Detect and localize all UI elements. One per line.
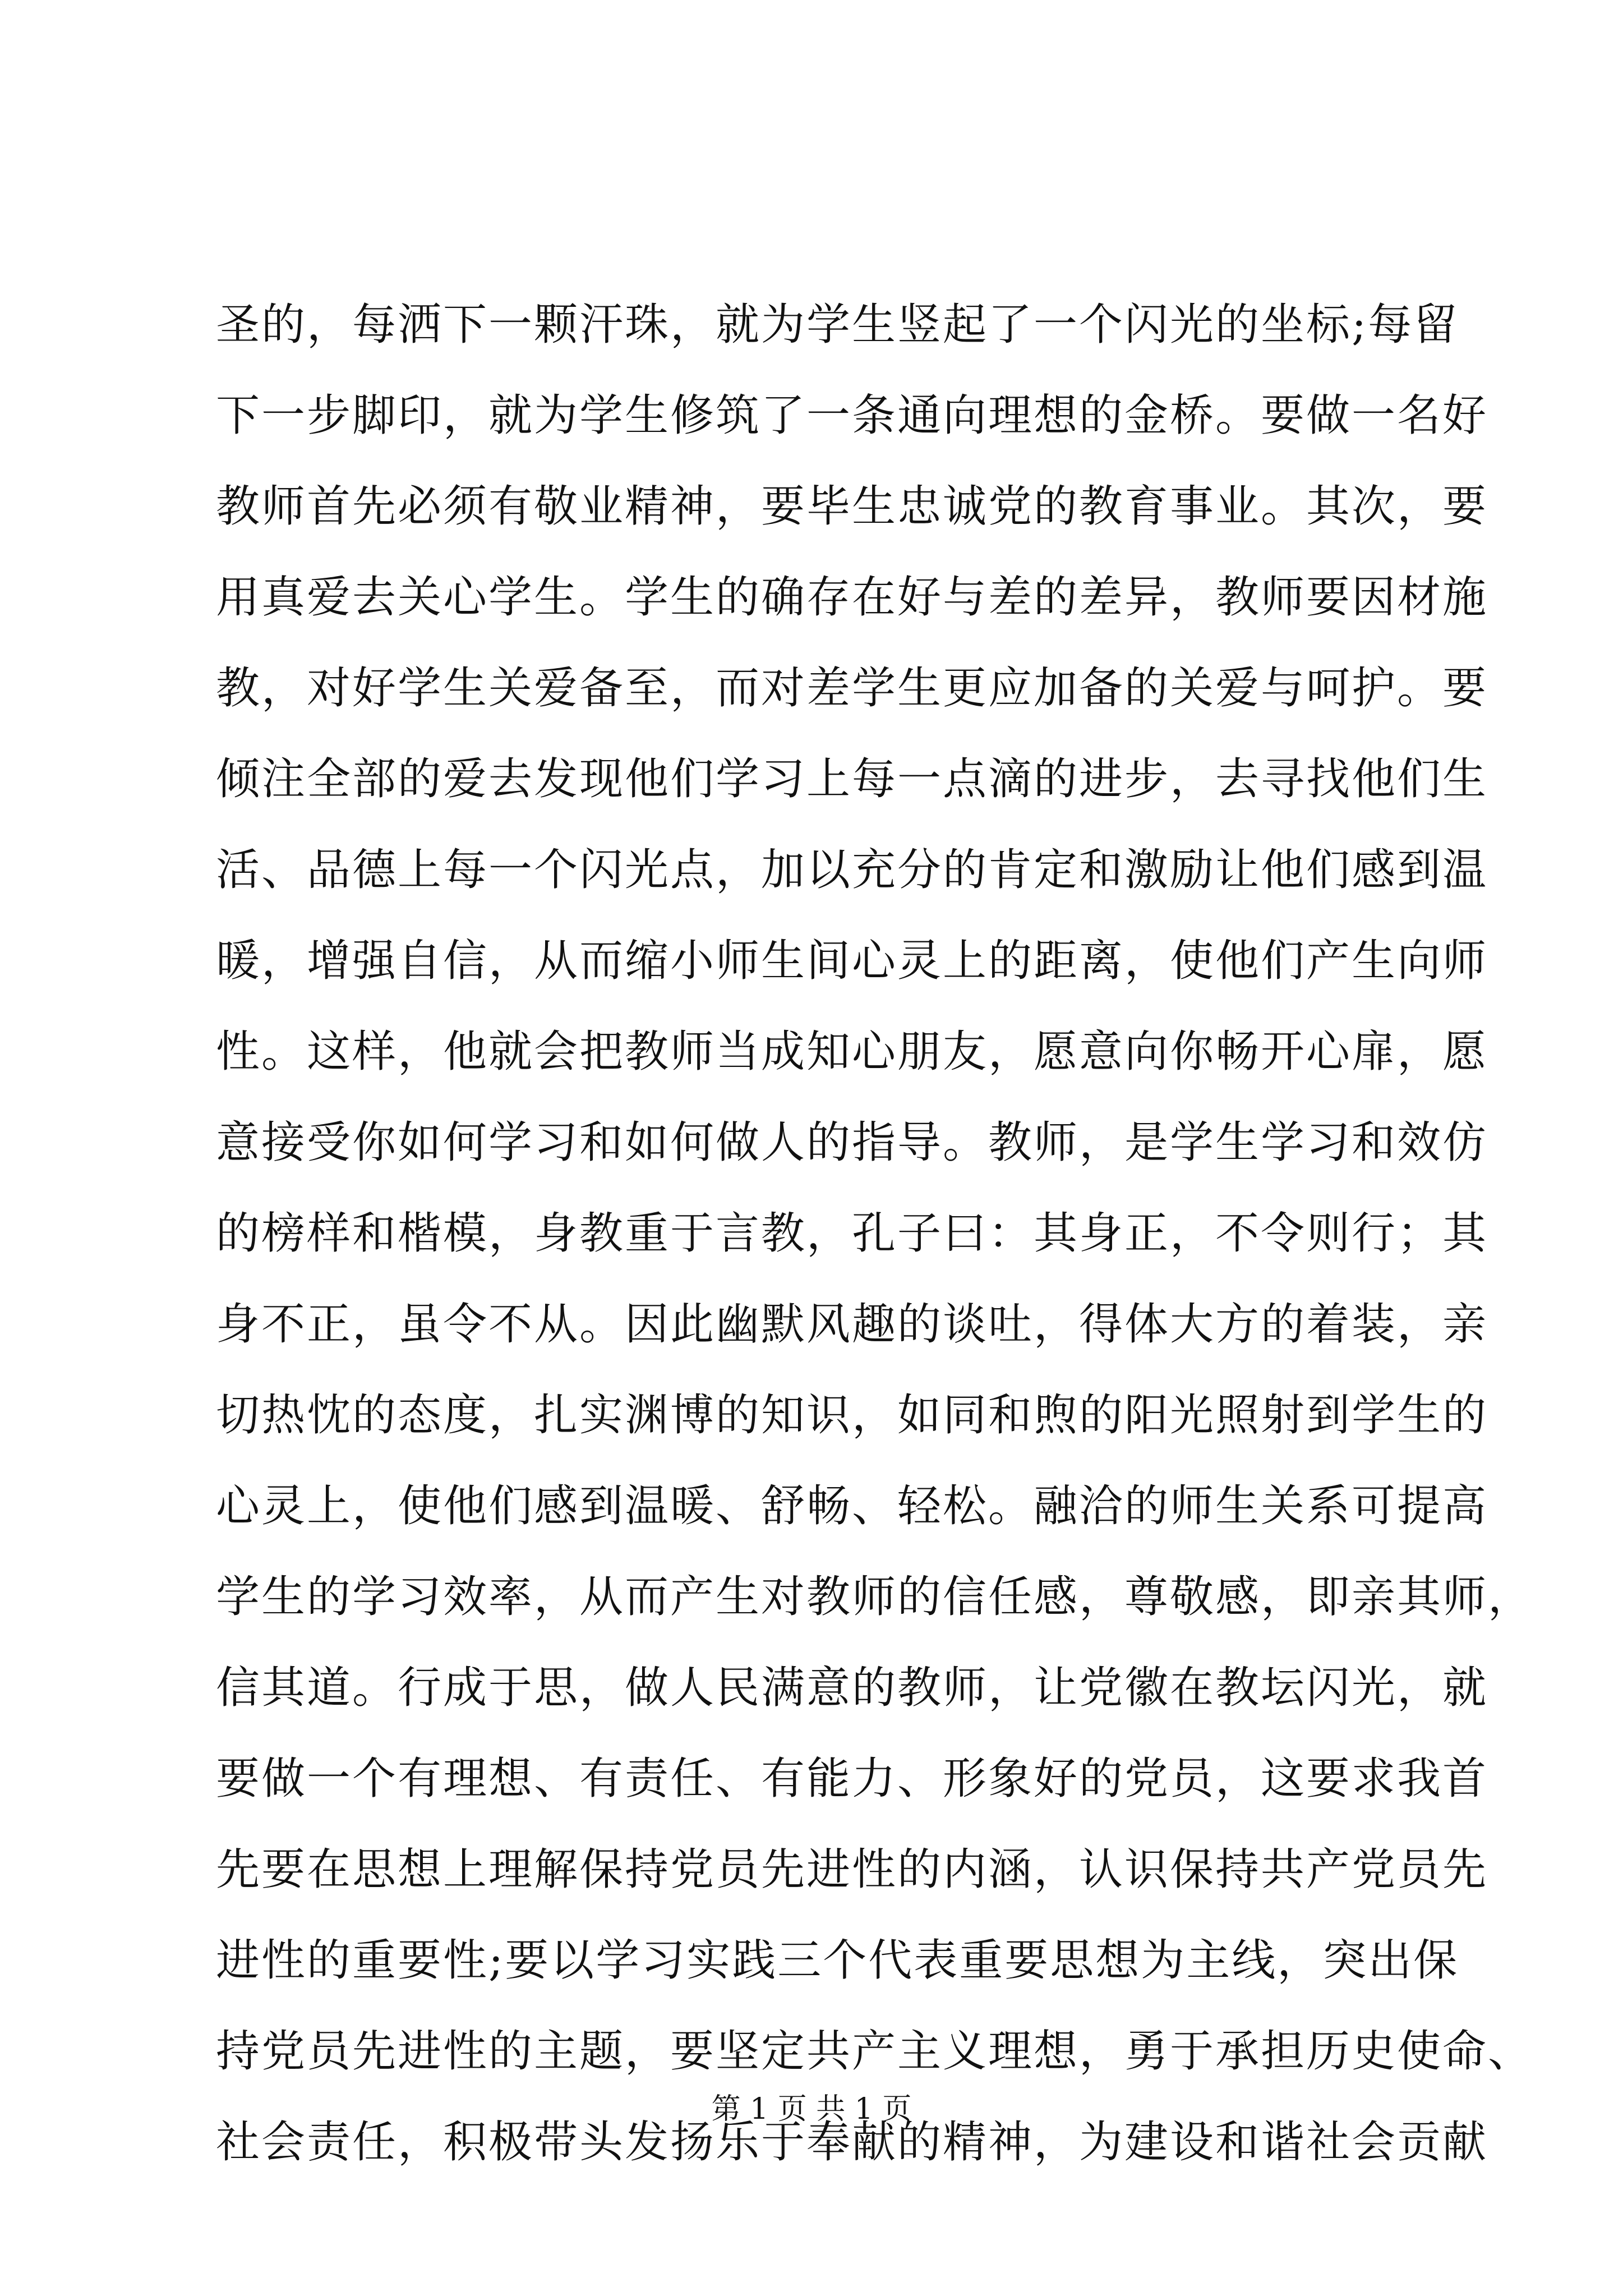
text-line: 学生的学习效率，从而产生对教师的信任感，尊敬感，即亲其师，: [216, 1572, 1534, 1622]
text-line: 社会责任，积极带头发扬乐于奉献的精神，为建设和谐社会贡献: [216, 2117, 1488, 2168]
text-line: 圣的，每洒下一颗汗珠，就为学生竖起了一个闪光的坐标;每留: [216, 300, 1459, 350]
text-line: 意接受你如何学习和如何做人的指导。教师，是学生学习和效仿: [216, 1117, 1488, 1168]
text-line: 信其道。行成于思，做人民满意的教师，让党徽在教坛闪光，就: [216, 1663, 1488, 1713]
text-line: 活、品德上每一个闪光点，加以充分的肯定和激励让他们感到温: [216, 845, 1488, 895]
text-line: 身不正，虽令不从。因此幽默风趣的谈吐，得体大方的着装，亲: [216, 1299, 1488, 1350]
text-line: 教师首先必须有敬业精神，要毕生忠诚党的教育事业。其次，要: [216, 481, 1488, 532]
text-line: 切热忱的态度，扎实渊博的知识，如同和煦的阳光照射到学生的: [216, 1390, 1488, 1441]
body-text: [216, 279, 1534, 2188]
text-line: 暖，增强自信，从而缩小师生间心灵上的距离，使他们产生向师: [216, 936, 1488, 986]
page-footer: 第 1 页 共 1 页: [711, 2092, 912, 2126]
text-line: 先要在思想上理解保持党员先进性的内涵，认识保持共产党员先: [216, 1844, 1488, 1895]
text-line: 要做一个有理想、有责任、有能力、形象好的党员，这要求我首: [216, 1754, 1488, 1804]
text-line: 的榜样和楷模，身教重于言教，孔子曰：其身正，不令则行；其: [216, 1208, 1488, 1259]
text-line: 下一步脚印，就为学生修筑了一条通向理想的金桥。要做一名好: [216, 390, 1488, 441]
text-line: 用真爱去关心学生。学生的确存在好与差的差异，教师要因材施: [216, 572, 1488, 623]
text-line: 教，对好学生关爱备至，而对差学生更应加备的关爱与呵护。要: [216, 663, 1488, 714]
text-line: 心灵上，使他们感到温暖、舒畅、轻松。融洽的师生关系可提高: [216, 1481, 1488, 1531]
text-line: 持党员先进性的主题，要坚定共产主义理想，勇于承担历史使命、: [216, 2026, 1534, 2077]
text-line: 进性的重要性;要以学习实践三个代表重要思想为主线，突出保: [216, 1935, 1459, 1986]
text-line: 性。这样，他就会把教师当成知心朋友，愿意向你畅开心扉，愿: [216, 1027, 1488, 1077]
text-line: 倾注全部的爱去发现他们学习上每一点滴的进步，去寻找他们生: [216, 754, 1488, 804]
